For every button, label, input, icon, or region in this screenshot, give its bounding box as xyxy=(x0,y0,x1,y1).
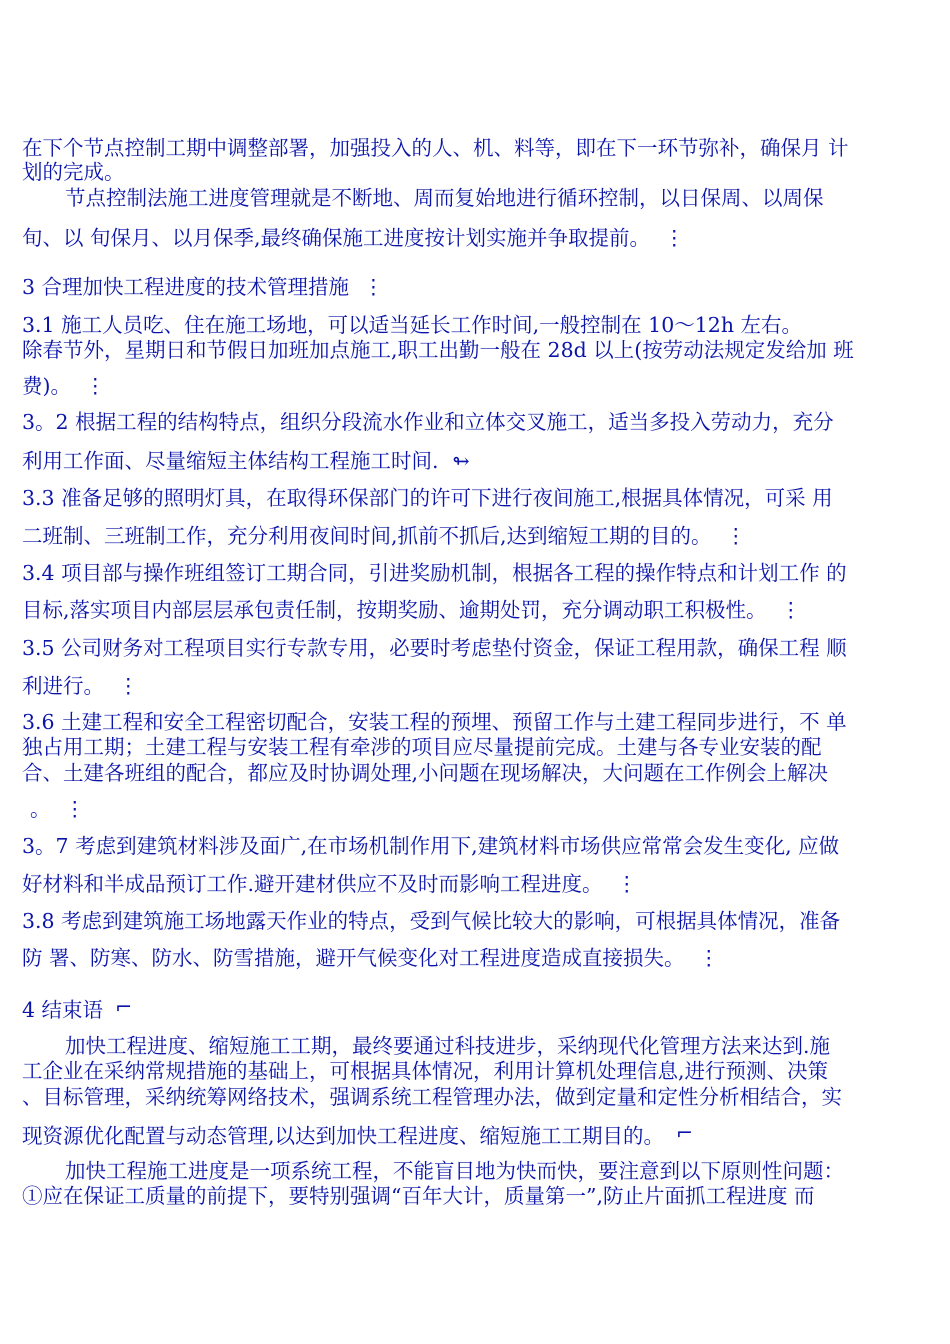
line-text: 费)。 xyxy=(22,374,71,398)
line-text: 3.1 施工人员吃、住在施工场地，可以适当延长工作时间,一般控制在 10～12h 左右。 xyxy=(22,313,803,337)
line-text: 3。7 考虑到建筑材料涉及面广,在市场机制作用下,建筑材料市场供应常常会发生变化, 应做 xyxy=(22,834,840,858)
line-text: 3.3 准备足够的照明灯具，在取得环保部门的许可下进行夜间施工,根据具体情况，可采 用 xyxy=(22,486,833,510)
line-text: 加快工程进度、缩短施工工期，最终要通过科技进步，采纳现代化管理方法来达到.施 xyxy=(65,1034,831,1058)
text-line xyxy=(0,834,950,858)
line-text: 除春节外，星期日和节假日加班加点施工,职工出勤一般在 28d 以上(按劳动法规定发给加 班 xyxy=(22,338,854,362)
return-arrow-icon: ↬ xyxy=(452,449,470,473)
line-text: 3.4 项目部与操作班组签订工期合同，引进奖励机制，根据各工程的操作特点和计划工作 的 xyxy=(22,561,847,585)
line-text: 独占用工期；土建工程与安装工程有牵涉的项目应尽量提前完成。土建与各专业安装的配 xyxy=(22,735,822,759)
line-text: 划的完成。 xyxy=(22,160,125,184)
text-line xyxy=(0,313,950,337)
text-line xyxy=(0,735,950,759)
paragraph-mark-icon: ⋮ xyxy=(118,674,139,698)
line-text: 目标,落实项目内部层层承包责任制，按期奖励、逾期处罚，充分调动职工积极性。 xyxy=(22,598,767,622)
text-line xyxy=(0,524,950,548)
line-text: 防 署、防寒、防水、防雪措施，避开气候变化对工程进度造成直接损失。 xyxy=(22,946,685,970)
text-line xyxy=(0,998,950,1022)
line-text: 。 xyxy=(30,797,51,821)
text-line xyxy=(0,1184,950,1208)
text-line xyxy=(0,338,950,362)
line-text: 现资源优化配置与动态管理,以达到加快工程进度、缩短施工工期目的。 xyxy=(22,1124,665,1148)
text-line xyxy=(0,909,950,933)
text-line xyxy=(0,636,950,660)
text-line xyxy=(0,1124,950,1148)
paragraph-mark-icon: ⋮ xyxy=(780,598,802,622)
line-text: 节点控制法施工进度管理就是不断地、周而复始地进行循环控制，以日保周、以周保 xyxy=(65,186,824,210)
line-text: 工企业在采纳常规措施的基础上，可根据具体情况，利用计算机处理信息,进行预测、决策 xyxy=(22,1059,829,1083)
paragraph-mark-icon: ⋮ xyxy=(725,524,747,548)
line-text: 3.5 公司财务对工程项目实行专款专用，必要时考虑垫付资金，保证工程用款，确保工程 顺 xyxy=(22,636,847,660)
text-line xyxy=(0,1159,950,1183)
text-line xyxy=(0,275,950,299)
line-continuation-icon: ⌐ xyxy=(676,1124,694,1145)
line-text: 在下个节点控制工期中调整部署，加强投入的人、机、料等，即在下一环节弥补，确保月 计 xyxy=(22,136,849,160)
paragraph-mark-icon: ⋮ xyxy=(664,226,685,250)
line-text: 好材料和半成品预订工作.避开建材供应不及时而影响工程进度。 xyxy=(22,872,603,896)
line-text: 4 结束语 xyxy=(22,998,104,1022)
line-text: 合、土建各班组的配合，都应及时协调处理,小问题在现场解决，大问题在工作例会上解决 xyxy=(22,761,829,785)
line-text: 、目标管理，采纳统筹网络技术，强调系统工程管理办法，做到定量和定性分析相结合，实 xyxy=(22,1085,842,1109)
text-line xyxy=(0,797,950,821)
line-text: 二班制、三班制工作，充分利用夜间时间,抓前不抓后,达到缩短工期的目的。 xyxy=(22,524,712,548)
text-line xyxy=(0,449,950,473)
text-line xyxy=(0,374,950,398)
paragraph-mark-icon: ⋮ xyxy=(698,946,720,970)
text-line xyxy=(0,872,950,896)
text-line xyxy=(0,561,950,585)
line-text: 3.6 土建工程和安全工程密切配合，安装工程的预埋、预留工作与土建工程同步进行，不 单 xyxy=(22,710,847,734)
line-text: 3.8 考虑到建筑施工场地露天作业的特点，受到气候比较大的影响，可根据具体情况，准备 xyxy=(22,909,841,933)
text-line xyxy=(0,410,950,434)
line-text: 3 合理加快工程进度的技术管理措施 xyxy=(22,275,350,299)
paragraph-mark-icon: ⋮ xyxy=(64,797,85,821)
paragraph-mark-icon: ⋮ xyxy=(363,275,384,299)
text-line xyxy=(0,226,950,250)
text-line xyxy=(0,160,950,184)
text-line xyxy=(0,946,950,970)
line-continuation-icon: ⌐ xyxy=(115,998,133,1019)
text-line xyxy=(0,710,950,734)
line-text: 旬、以 旬保月、以月保季,最终确保施工进度按计划实施并争取提前。 xyxy=(22,226,651,250)
text-line xyxy=(0,598,950,622)
line-text: 利用工作面、尽量缩短主体结构工程施工时间. xyxy=(22,449,439,473)
text-line xyxy=(0,1034,950,1058)
line-text: 加快工程施工进度是一项系统工程，不能盲目地为快而快，要注意到以下原则性问题： xyxy=(65,1159,844,1183)
text-line xyxy=(0,136,950,160)
paragraph-mark-icon: ⋮ xyxy=(616,872,638,896)
text-line xyxy=(0,761,950,785)
text-line xyxy=(0,186,950,210)
line-text: ①应在保证工质量的前提下，要特别强调“百年大计，质量第一”,防止片面抓工程进度 而 xyxy=(22,1184,815,1208)
text-line xyxy=(0,486,950,510)
text-line xyxy=(0,1085,950,1109)
line-text: 利进行。 xyxy=(22,674,104,698)
text-line xyxy=(0,1059,950,1083)
text-line xyxy=(0,674,950,698)
line-text: 3。2 根据工程的结构特点，组织分段流水作业和立体交叉施工，适当多投入劳动力，充分 xyxy=(22,410,834,434)
paragraph-mark-icon: ⋮ xyxy=(85,374,106,398)
